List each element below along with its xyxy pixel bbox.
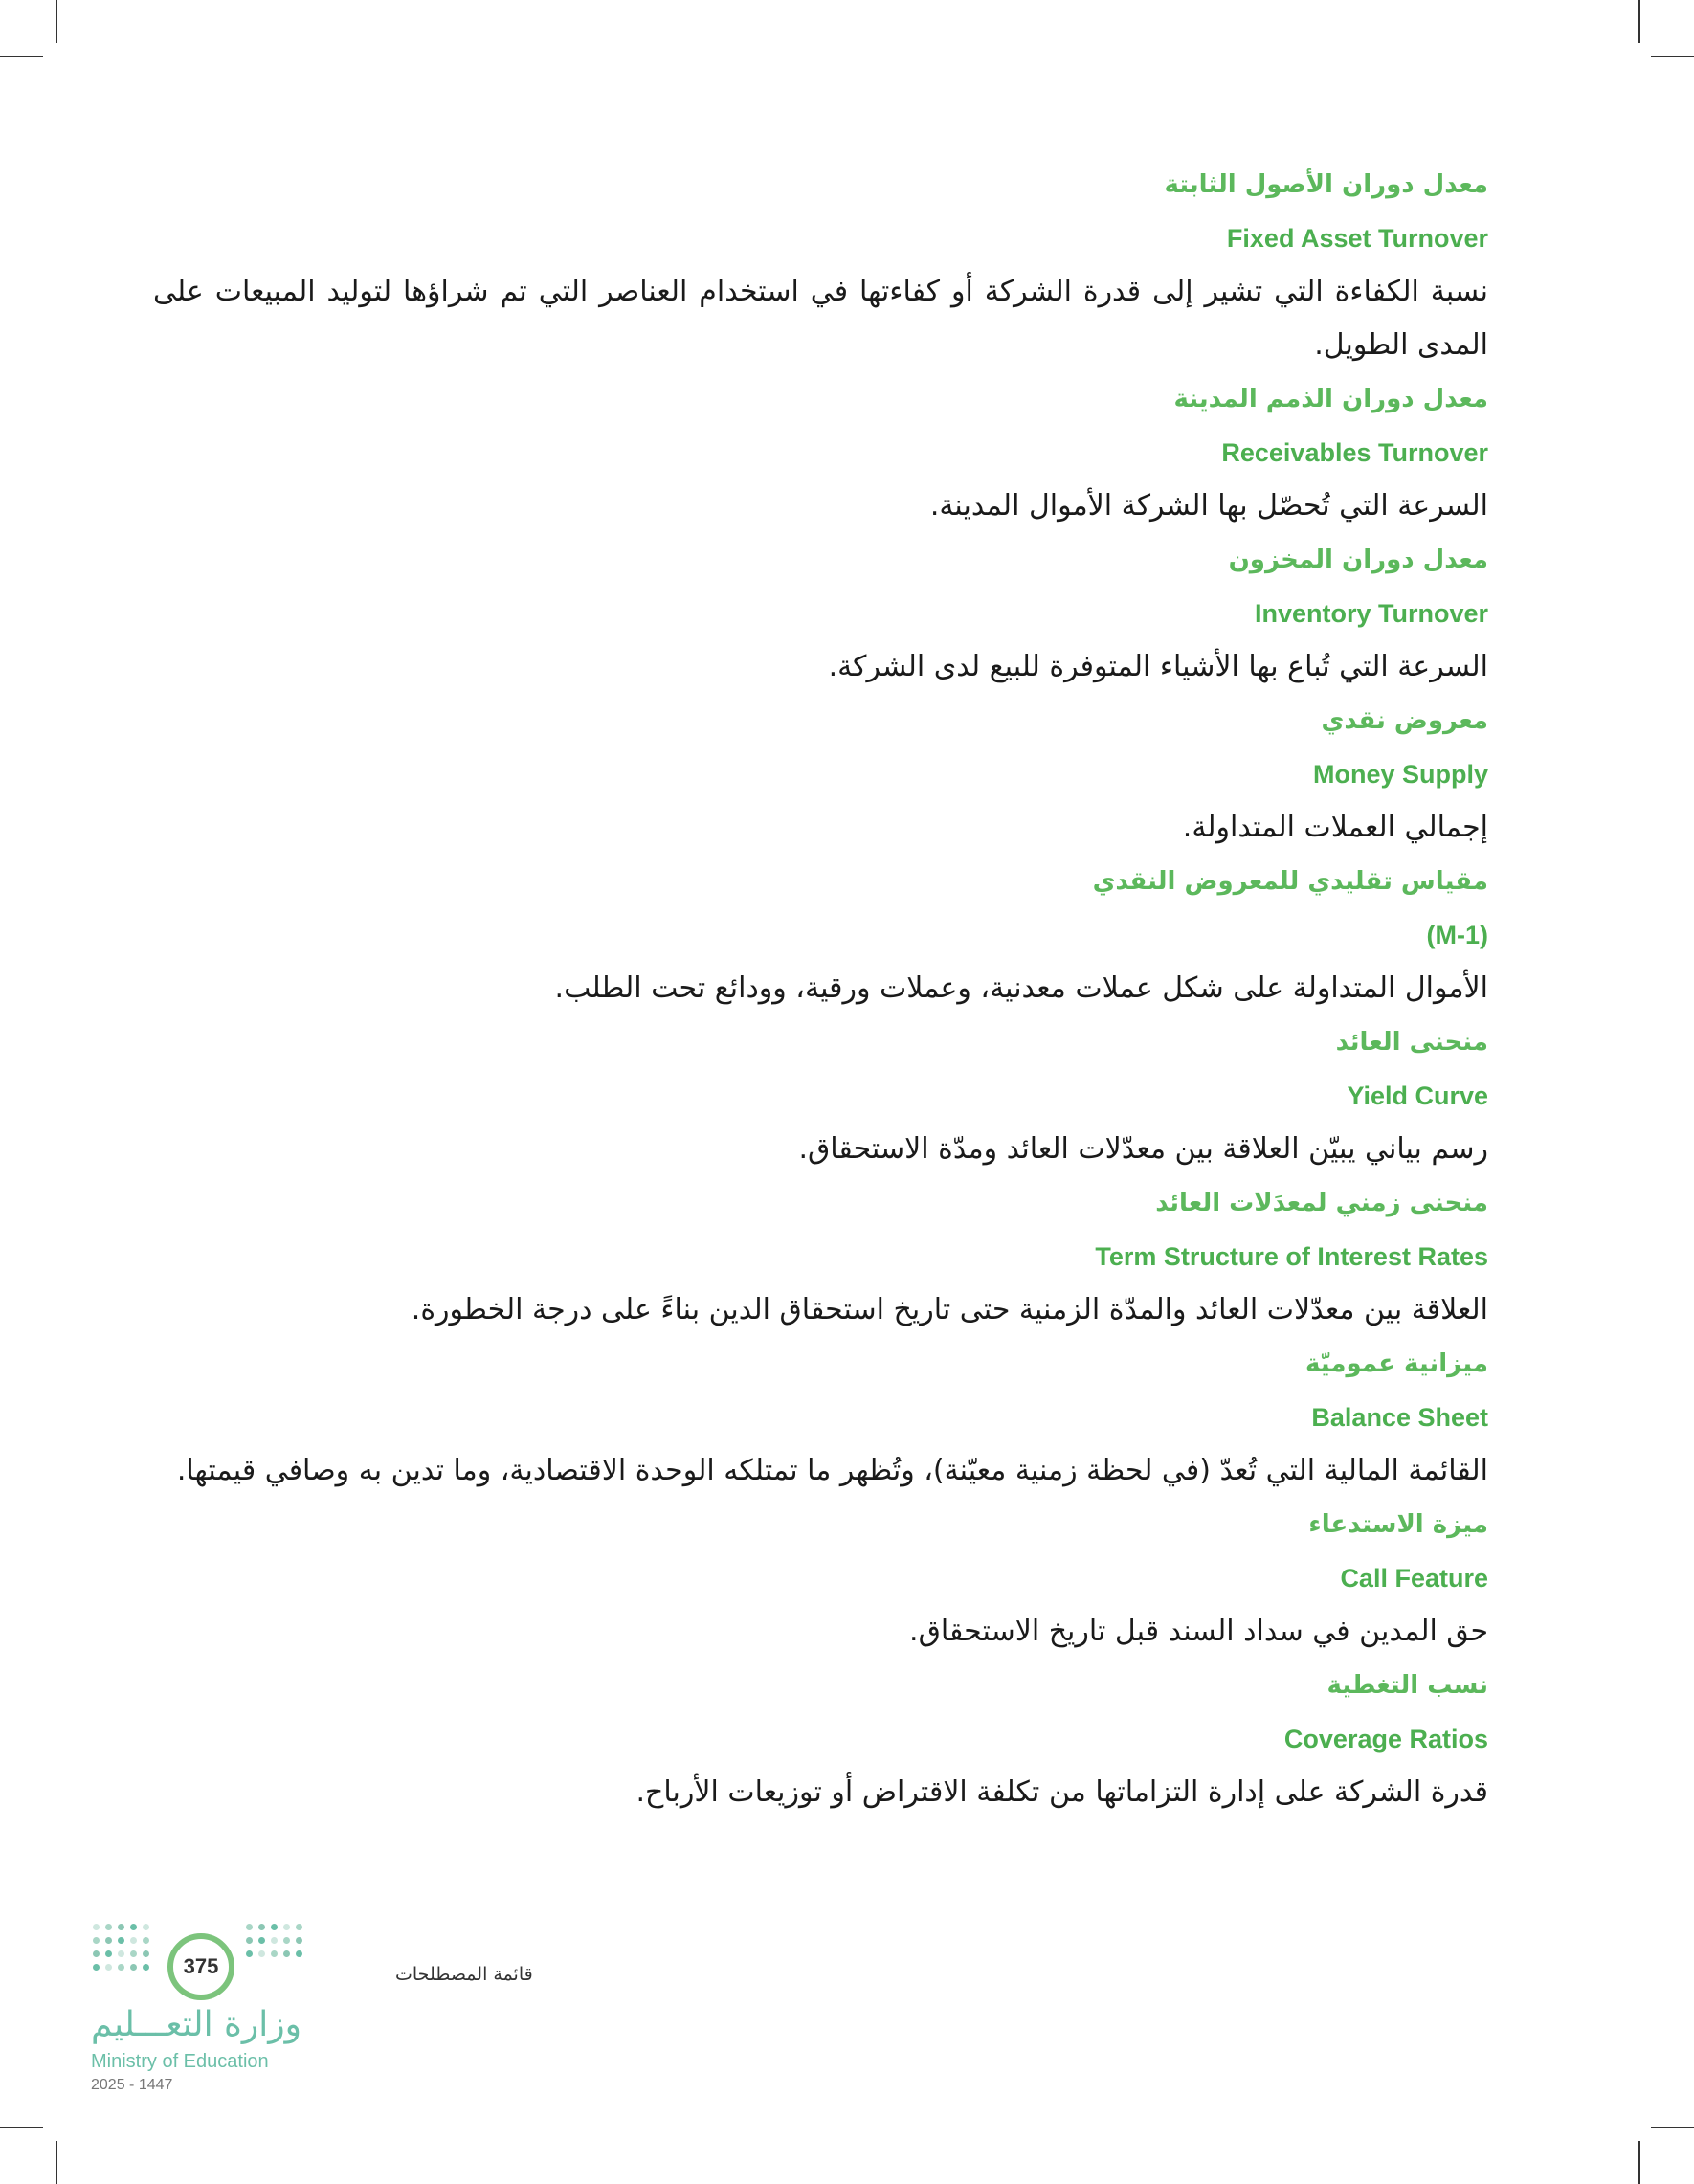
logo-dot — [271, 1937, 278, 1944]
glossary-content — [153, 158, 1488, 1819]
term-english: (M-1) — [1426, 921, 1488, 949]
glossary-entry — [153, 158, 1488, 372]
term-definition: نسبة الكفاءة التي تشير إلى قدرة الشركة أو كفاءتها في استخدام العناصر التي تم شراؤها لتوليد المبيعات على المدى الطويل. — [153, 275, 1488, 362]
crop-mark — [0, 2127, 43, 2128]
logo-dot — [271, 1950, 278, 1957]
page-number: 375 — [183, 1954, 219, 1978]
term-english: Call Feature — [1340, 1564, 1488, 1593]
term-arabic: منحنى العائد — [1335, 1028, 1488, 1057]
crop-mark — [0, 56, 43, 57]
crop-mark — [56, 0, 57, 43]
term-arabic: نسب التغطية — [1326, 1671, 1488, 1700]
term-english: Coverage Ratios — [1283, 1725, 1488, 1753]
term-english: Inventory Turnover — [1254, 599, 1488, 628]
glossary-entry — [153, 1498, 1488, 1659]
crop-mark — [1638, 2141, 1640, 2184]
term-definition: حق المدين في سداد السند قبل تاريخ الاستحقاق. — [909, 1615, 1488, 1648]
term-definition: العلاقة بين معدّلات العائد والمدّة الزمنية حتى تاريخ استحقاق الدين بناءً على درجة الخطورة. — [411, 1293, 1488, 1326]
term-english: Term Structure of Interest Rates — [1095, 1242, 1488, 1271]
term-definition: السرعة التي تُحصّل بها الشركة الأموال المدينة. — [929, 489, 1488, 523]
term-definition: رسم بياني يبيّن العلاقة بين معدّلات العائد ومدّة الاستحقاق. — [798, 1132, 1488, 1166]
term-english: Fixed Asset Turnover — [1226, 224, 1488, 253]
glossary-entry — [153, 1015, 1488, 1176]
edition-year: 2025 - 1447 — [91, 2077, 173, 2093]
logo-dot — [118, 1950, 124, 1957]
logo-dot — [258, 1950, 265, 1957]
glossary-entry — [153, 372, 1488, 533]
logo-dot — [118, 1964, 124, 1971]
term-arabic: منحنى زمني لمعدَلات العائد — [1155, 1189, 1488, 1217]
page-number-badge — [167, 1933, 234, 2000]
logo-dot — [105, 1937, 112, 1944]
term-english: Yield Curve — [1347, 1081, 1488, 1110]
logo-dot — [118, 1937, 124, 1944]
crop-mark — [1638, 0, 1640, 43]
crop-mark — [1651, 2127, 1694, 2128]
logo-dot — [143, 1937, 149, 1944]
logo-dot — [246, 1924, 253, 1930]
logo-dot — [93, 1924, 100, 1930]
glossary-entry — [153, 855, 1488, 1015]
term-arabic: معدل دوران الذمم المدينة — [1173, 385, 1488, 413]
logo-dot — [105, 1924, 112, 1930]
term-arabic: معدل دوران المخزون — [1228, 546, 1488, 574]
logo-dot — [258, 1937, 265, 1944]
term-definition: القائمة المالية التي تُعدّ (في لحظة زمنية معيّنة)، وتُظهر ما تمتلكه الوحدة الاقتصادية، وما تدين به وصافي قيمتها. — [176, 1454, 1488, 1487]
logo-dot — [283, 1924, 290, 1930]
ministry-logo-arabic: وزارة التعـــليم — [91, 2005, 302, 2044]
logo-dot — [143, 1924, 149, 1930]
logo-dot — [271, 1924, 278, 1930]
logo-dot — [105, 1950, 112, 1957]
term-definition: قدرة الشركة على إدارة التزاماتها من تكلفة الاقتراض أو توزيعات الأرباح. — [635, 1775, 1488, 1809]
logo-dot — [130, 1964, 137, 1971]
logo-dot — [296, 1950, 302, 1957]
term-definition: إجمالي العملات المتداولة. — [1182, 811, 1488, 844]
term-arabic: ميزانية عموميّة — [1305, 1349, 1488, 1378]
term-arabic: معدل دوران الأصول الثابتة — [1164, 170, 1488, 199]
glossary-entry — [153, 533, 1488, 694]
crop-mark — [1651, 56, 1694, 57]
crop-mark — [56, 2141, 57, 2184]
logo-dot — [246, 1937, 253, 1944]
term-arabic: ميزة الاستدعاء — [1308, 1510, 1488, 1539]
logo-dot — [93, 1950, 100, 1957]
logo-dot — [93, 1937, 100, 1944]
section-name: قائمة المصطلحات — [395, 1964, 533, 1985]
glossary-entry — [153, 694, 1488, 855]
logo-dot — [296, 1937, 302, 1944]
logo-dot — [143, 1950, 149, 1957]
logo-dot — [93, 1964, 100, 1971]
term-english: Money Supply — [1312, 760, 1488, 789]
glossary-entry — [153, 1659, 1488, 1819]
term-definition: الأموال المتداولة على شكل عملات معدنية، وعملات ورقية، وودائع تحت الطلب. — [554, 971, 1488, 1005]
logo-dot — [130, 1950, 137, 1957]
logo-dot — [130, 1924, 137, 1930]
logo-dot — [296, 1924, 302, 1930]
glossary-entry — [153, 1337, 1488, 1498]
logo-dot — [283, 1937, 290, 1944]
logo-dot — [118, 1924, 124, 1930]
ministry-logo-english: Ministry of Education — [91, 2051, 269, 2072]
logo-dot — [258, 1924, 265, 1930]
term-english: Balance Sheet — [1311, 1403, 1488, 1432]
logo-dot — [283, 1950, 290, 1957]
term-english: Receivables Turnover — [1221, 438, 1488, 467]
page-footer — [91, 1914, 533, 2106]
term-definition: السرعة التي تُباع بها الأشياء المتوفرة للبيع لدى الشركة. — [828, 650, 1488, 683]
logo-dot — [143, 1964, 149, 1971]
logo-dot — [105, 1964, 112, 1971]
glossary-entry — [153, 1176, 1488, 1337]
logo-dot — [246, 1950, 253, 1957]
term-arabic: مقياس تقليدي للمعروض النقدي — [1092, 867, 1488, 896]
term-arabic: معروض نقدي — [1321, 706, 1488, 735]
logo-dot — [130, 1937, 137, 1944]
